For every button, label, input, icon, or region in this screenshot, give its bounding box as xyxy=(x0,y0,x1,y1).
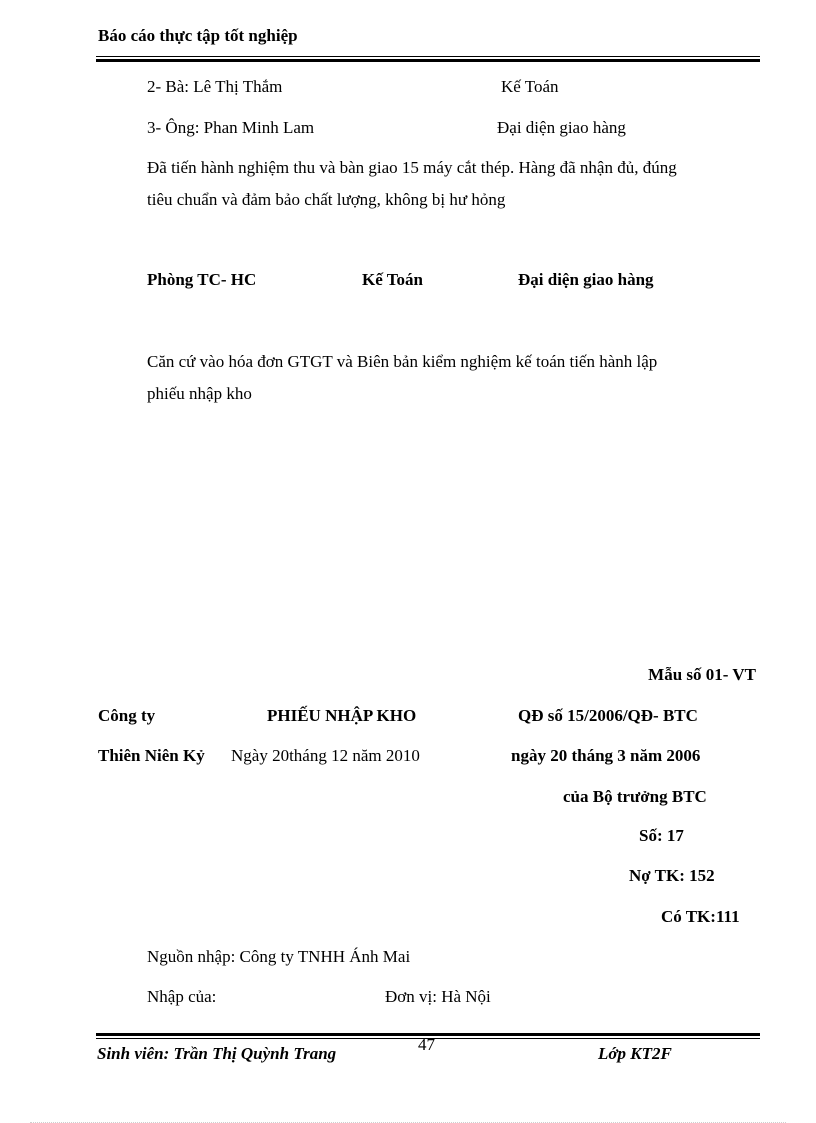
decision-issuer: của Bộ trưởng BTC xyxy=(563,787,707,806)
import-unit: Đơn vị: Hà Nội xyxy=(385,987,491,1006)
import-from-label: Nhập của: xyxy=(147,987,217,1006)
signature-label: Phòng TC- HC xyxy=(147,270,257,289)
debit-account: Nợ TK: 152 xyxy=(629,866,715,885)
signature-label: Kế Toán xyxy=(362,270,423,289)
footer-class: Lớp KT2F xyxy=(598,1044,672,1063)
form-title: PHIẾU NHẬP KHO xyxy=(267,706,417,725)
company-label: Công ty xyxy=(98,706,156,725)
decision-no: QĐ số 15/2006/QĐ- BTC xyxy=(518,706,698,725)
company-name: Thiên Niên Kỷ xyxy=(98,746,205,765)
member-role: Kế Toán xyxy=(501,77,559,96)
decision-date: ngày 20 tháng 3 năm 2006 xyxy=(511,746,701,765)
paragraph-line: Đã tiến hành nghiệm thu và bàn giao 15 máy cắt thép. Hàng đã nhận đủ, đúng xyxy=(147,158,677,177)
paragraph-line: phiếu nhập kho xyxy=(147,384,252,403)
member-role: Đại diện giao hàng xyxy=(497,118,626,137)
member-name: 2- Bà: Lê Thị Thắm xyxy=(147,77,283,96)
member-name: 3- Ông: Phan Minh Lam xyxy=(147,118,315,137)
footer-student: Sinh viên: Trần Thị Quỳnh Trang xyxy=(97,1044,337,1063)
paragraph-line: tiêu chuẩn và đảm bảo chất lượng, không bị hư hỏng xyxy=(147,190,506,209)
header-title: Báo cáo thực tập tốt nghiệp xyxy=(98,26,298,45)
import-source: Nguồn nhập: Công ty TNHH Ánh Mai xyxy=(147,947,411,966)
form-date: Ngày 20tháng 12 năm 2010 xyxy=(231,746,420,765)
paragraph-line: Căn cứ vào hóa đơn GTGT và Biên bản kiểm nghiệm kế toán tiến hành lập xyxy=(147,352,658,371)
form-template-no: Mẫu số 01- VT xyxy=(648,665,756,684)
credit-account: Có TK:111 xyxy=(661,907,740,926)
header-rule-thin xyxy=(96,56,760,57)
signature-label: Đại diện giao hàng xyxy=(518,270,654,289)
page-number: 47 xyxy=(418,1035,435,1054)
form-number: Số: 17 xyxy=(639,826,684,845)
header-rule-thick xyxy=(96,59,760,62)
